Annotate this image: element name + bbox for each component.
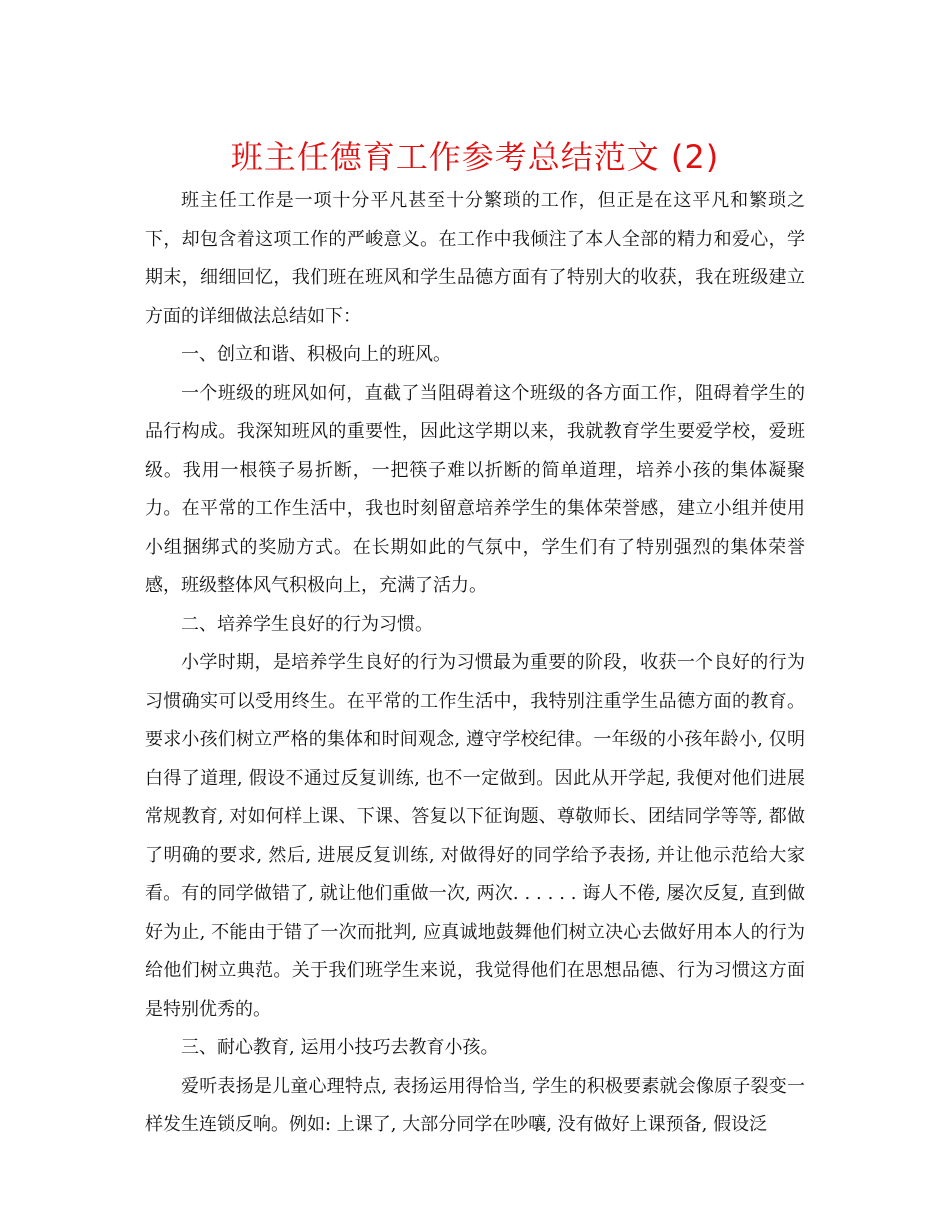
intro-paragraph: 班主任工作是一项十分平凡甚至十分繁琐的工作，但正是在这平凡和繁琐之下，却包含着这项工作的严峻意义。在工作中我倾注了本人全部的精力和爱心，学期末，细细回忆，我们班在班风和学生品德方面有了特别大的收获，我在班级建立方面的详细做法总结如下： — [145, 190, 805, 327]
section-heading-3: 三、耐心教育, 运用小技巧去教育小孩。 — [181, 1037, 499, 1058]
document-title: 班主任德育工作参考总结范文 (2) — [230, 138, 720, 176]
section-1-paragraph: 一个班级的班风如何，直截了当阻碍着这个班级的各方面工作，阻碍着学生的品行构成。我深知班风的重要性，因此这学期以来，我就教育学生要爱学校，爱班级。我用一根筷子易折断，一把筷子难以折断的简单道理，培养小孩的集体凝聚力。在平常的工作生活中，我也时刻留意培养学生的集体荣誉感，建立小组并使用小组捆绑式的奖励方式。在长期如此的气氛中，学生们有了特别强烈的集体荣誉感，班级整体风气积极向上，充满了活力。 — [145, 382, 805, 596]
document-body — [145, 182, 805, 1145]
section-3-paragraph: 爱听表扬是儿童心理特点, 表扬运用得恰当, 学生的积极要素就会像原子裂变一样发生连锁反响。例如: 上课了, 大部分同学在吵嚷, 没有做好上课预备, 假设泛 — [145, 1075, 805, 1135]
section-2-paragraph: 小学时期，是培养学生良好的行为习惯最为重要的阶段，收获一个良好的行为习惯确实可以受用终生。在平常的工作生活中，我特别注重学生品德方面的教育。要求小孩们树立严格的集体和时间观念, 遵守学校纪律。一年级的小孩年龄小, 仅明白得了道理, 假设不通过反复训练, 也不一定做到。因此从开学起, 我便对他们进展常规教育, 对如何样上课、下课、答复以下征询题、尊敬师长、团结同学等等, 都做了明确的要求, 然后, 进展反复训练, 对做得好的同学给予表扬, 并让他示范给大家看。有的同学做错了, 就让他们重做一次, 两次. . . . . . 诲人不倦, 屡次反复, 直到做好为止, 不能由于错了一次而批判, 应真诚地鼓舞他们树立决心去做好用本人的行为给他们树立典范。关于我们班学生来说，我觉得他们在思想品德、行为习惯这方面是特别优秀的。 — [145, 652, 805, 1020]
section-heading-2: 二、培养学生良好的行为习惯。 — [181, 613, 433, 635]
section-heading-1: 一、创立和谐、积极向上的班风。 — [181, 344, 451, 365]
